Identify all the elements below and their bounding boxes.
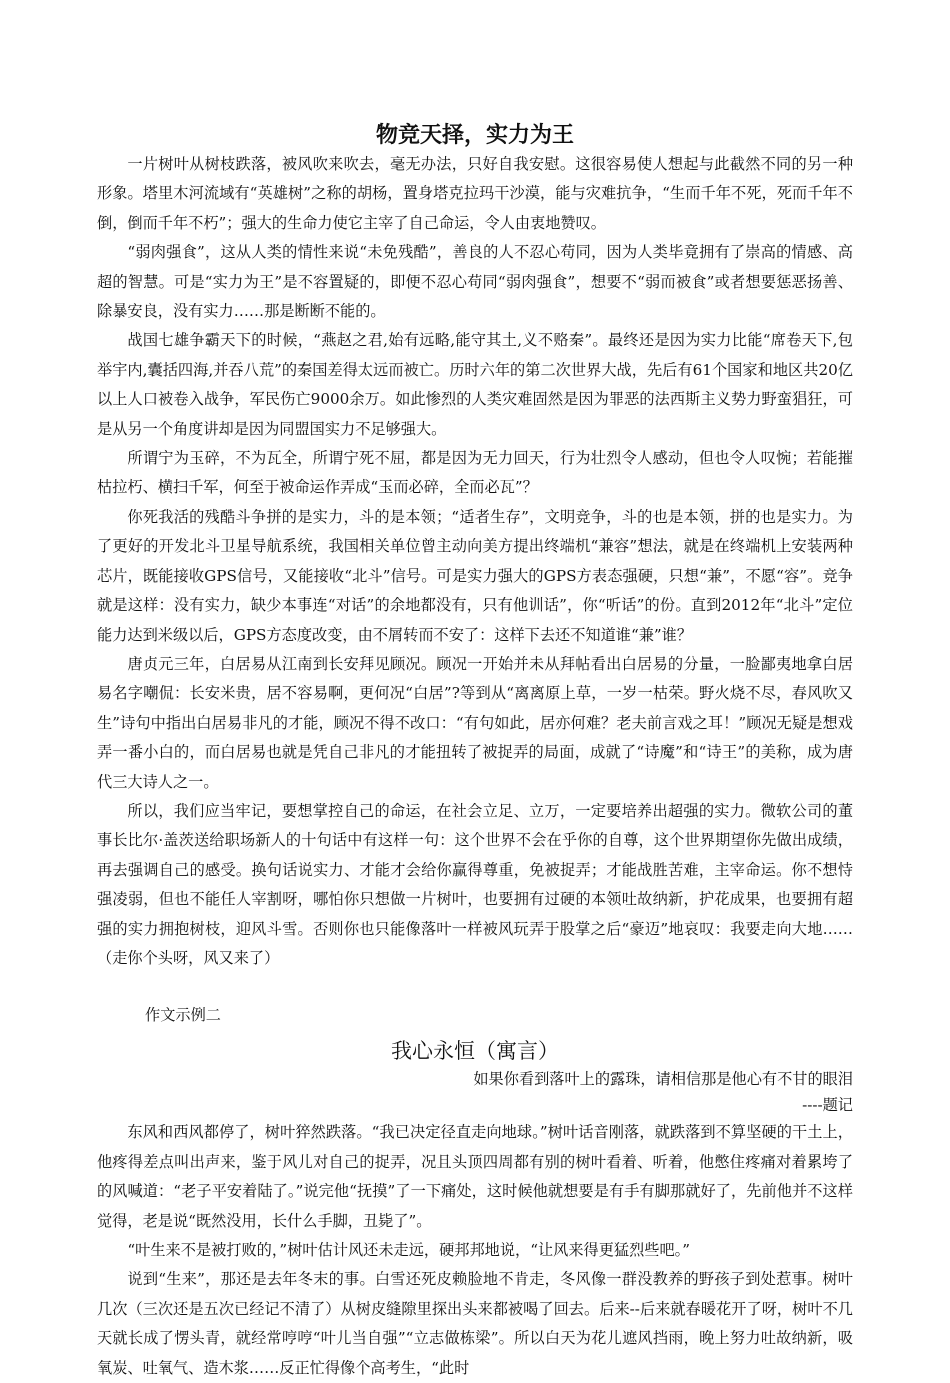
essay-paragraph: 说到“生来”，那还是去年冬末的事。白雪还死皮赖脸地不肯走，冬风像一群没教养的野孩子到处惹事。树叶几次（三次还是五次已经记不清了）从树皮缝隙里探出头来都被喝了回去。后来--后来就春暖花开了呀，树叶不几天就长成了愣头青，就经常哼哼“叶儿当自强”“立志做栋梁”。所以白天为花儿遮风挡雨，晚上努力吐故纳新，吸氧炭、吐氧气、造木浆……反正忙得像个高考生，“此时 xyxy=(97,1270,853,1377)
essay-paragraph: 唐贞元三年，白居易从江南到长安拜见顾况。顾况一开始并未从拜帖看出白居易的分量，一脸鄙夷地拿白居易名字嘲侃：长安米贵，居不容易啊，更何况“白居”?等到从“离离原上草，一岁一枯荣。野火烧不尽，春风吹又生”诗句中指出白居易非凡的才能，顾况不得不改口：“有句如此，居亦何难？老夫前言戏之耳！”顾况无疑是想戏弄一番小白的，而白居易也就是凭自己非凡的才能扭转了被捉弄的局面，成就了“诗魔”和“诗王”的美称，成为唐代三大诗人之一。 xyxy=(97,654,853,791)
example-label: 作文示例二 xyxy=(145,1006,221,1025)
epigraph-source: ----题记 xyxy=(802,1096,853,1115)
document-page xyxy=(97,120,853,1383)
essay-paragraph: 东风和西风都停了，树叶猝然跌落。“我已决定径直走向地球。”树叶话音刚落，就跌落到不算坚硬的干土上，他疼得差点叫出声来，鉴于风儿对自己的捉弄，况且头顶四周都有别的树叶看着、听着，他憋住疼痛对着累垮了的风喊道：“老子平安着陆了。”说完他“抚摸”了一下痛处，这时候他就想要是有手有脚那就好了，先前他并不这样觉得，老是说“既然没用，长什么手脚，丑毙了”。 xyxy=(97,1123,853,1230)
essay-paragraph: 一片树叶从树枝跌落，被风吹来吹去，毫无办法，只好自我安慰。这很容易使人想起与此截然不同的另一种形象。塔里木河流域有“英雄树”之称的胡杨，置身塔克拉玛干沙漠，能与灾难抗争，“生而千年不死，死而千年不倒，倒而千年不朽”；强大的生命力使它主宰了自己命运，令人由衷地赞叹。 xyxy=(97,155,853,232)
essay-paragraph: “弱肉强食”，这从人类的情性来说“未免残酷”，善良的人不忍心苟同，因为人类毕竟拥有了崇高的情感、高超的智慧。可是“实力为王”是不容置疑的，即便不忍心苟同“弱肉强食”，想要不“弱而被食”或者想要惩恶扬善、除暴安良，没有实力……那是断断不能的。 xyxy=(97,243,853,321)
essay-title: 我心永恒（寓言） xyxy=(391,1039,559,1064)
epigraph: 如果你看到落叶上的露珠，请相信那是他心有不甘的眼泪 xyxy=(473,1070,853,1089)
essay-paragraph: 战国七雄争霸天下的时候，“燕赵之君,始有远略,能守其土,义不赂秦”。最终还是因为实力比能“席卷天下,包举宇内,囊括四海,并吞八荒”的秦国差得太远而被亡。历时六年的第二次世界大战，先后有61个国家和地区共20亿以上人口被卷入战争，军民伤亡9000余万。如此惨烈的人类灾难固然是因为罪恶的法西斯主义势力野蛮猖狂，可是从另一个角度讲却是因为同盟国实力不足够强大。 xyxy=(97,331,853,438)
essay-paragraph: 你死我活的残酷斗争拼的是实力，斗的是本领；“适者生存”，文明竞争，斗的也是本领，拼的也是实力。为了更好的开发北斗卫星导航系统，我国相关单位曾主动向美方提出终端机“兼容”想法，就是在终端机上安装两种芯片，既能接收GPS信号，又能接收“北斗”信号。可是实力强大的GPS方表态强硬，只想“兼”，不愿“容”。竞争就是这样：没有实力，缺少本事连“对话”的余地都没有，只有他训话”，你“听话”的份。直到2012年“北斗”定位能力达到米级以后，GPS方态度改变，由不屑转而不安了：这样下去还不知道谁“兼”谁？ xyxy=(97,507,853,644)
essay-paragraph: “叶生来不是被打败的，”树叶估计风还未走远，硬邦邦地说，“让风来得更猛烈些吧。” xyxy=(127,1241,690,1259)
essay-paragraph: 所以，我们应当牢记，要想掌控自己的命运，在社会立足、立万，一定要培养出超强的实力。微软公司的董事长比尔·盖茨送给职场新人的十句话中有这样一句：这个世界不会在乎你的自尊，这个世界期望你先做出成绩，再去强调自己的感受。换句话说实力、才能才会给你赢得尊重，免被捉弄；才能战胜苦难，主宰命运。你不想恃强凌弱，但也不能任人宰割呀，哪怕你只想做一片树叶，也要拥有过硬的本领吐故纳新，护花成果，也要拥有超强的实力拥抱树枝，迎风斗雪。否则你也只能像落叶一样被风玩弄于股掌之后“豪迈”地哀叹：我要走向大地……（走你个头呀，风又来了） xyxy=(97,801,853,967)
essay-title: 物竞天择，实力为王 xyxy=(375,122,574,148)
section-spacer xyxy=(97,973,853,1001)
essay-paragraph: 所谓宁为玉碎，不为瓦全，所谓宁死不屈，都是因为无力回天，行为壮烈令人感动，但也令人叹惋；若能摧枯拉朽、横扫千军，何至于被命运作弄成“玉而必碎，全而必瓦”？ xyxy=(97,449,853,497)
